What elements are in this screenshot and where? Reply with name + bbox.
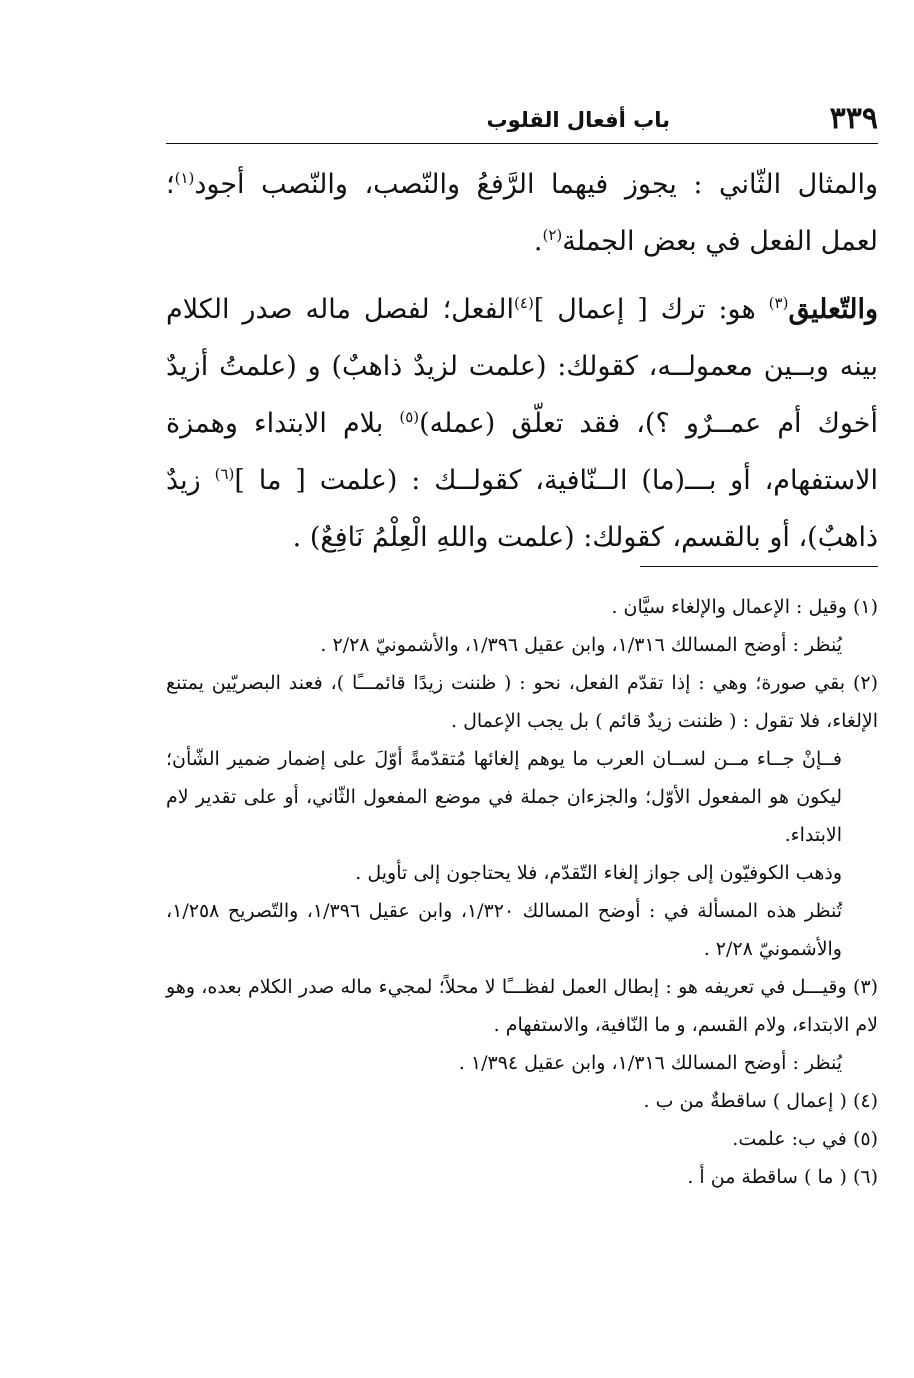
footnote-text: وقيل : الإعمال والإلغاء سيَّان . <box>611 596 847 618</box>
footnote-line <box>166 1120 878 1158</box>
paragraph-text: والمثال الثّاني : يجوز فيهما الرَّفعُ والنّصب، والنّصب أجود <box>194 169 878 200</box>
footnote-text: وقيـــل في تعريفه هو : إبطال العمل لفظـــًا لا محلاً؛ لمجيء ماله صدر الكلام بعده، وهو لام الابتداء، ولام القسم، و ما النّافية، والاستفهام . <box>166 976 878 1036</box>
footnote-number: (٤) <box>852 1090 878 1112</box>
footnote-ref-6[interactable]: (٦) <box>214 465 235 483</box>
footnotes <box>166 588 878 1196</box>
footnote-line <box>166 1158 878 1196</box>
main-text <box>166 156 878 566</box>
footnote-number: (٣) <box>852 976 878 998</box>
footnote-5 <box>166 1120 878 1158</box>
footnote-1 <box>166 588 878 664</box>
header-rule <box>166 143 878 144</box>
page-number: ٣٣٩ <box>829 101 878 136</box>
footnote-3 <box>166 968 878 1082</box>
page-header <box>166 100 878 140</box>
footnote-2 <box>166 664 878 968</box>
footnote-number: (٦) <box>852 1166 878 1188</box>
footnote-ref-2[interactable]: (٢) <box>542 226 563 244</box>
footnote-line: وذهب الكوفيّون إلى جواز إلغاء التّقدّم، فلا يحتاجون إلى تأويل . <box>355 862 842 884</box>
footnote-ref-5[interactable]: (٥) <box>399 408 420 426</box>
defined-term: والتّعليق <box>788 294 878 325</box>
footnote-line: يُنظر : أوضح المسالك ١/٣١٦، وابن عقيل ١/٣٩٦، والأشمونيّ ٢/٢٨ . <box>320 634 842 656</box>
footnote-4 <box>166 1082 878 1120</box>
running-title: باب أفعال القلوب <box>486 108 670 132</box>
footnote-text: ( إعمال ) ساقطةٌ من ب . <box>643 1090 847 1112</box>
paragraph-text: بلام الابتداء وهمزة الاستفهام، أو بـــ(ما) الــنّافية، كقولــك : (علمت [ ما ] <box>166 408 879 496</box>
paragraph-text: زيدٌ ذاهبٌ)، أو بالقسم، كقولك: (علمت واللهِ الْعِلْمُ نَافِعٌ) . <box>166 465 878 553</box>
paragraph-text: الفعل؛ لفصل ماله صدر الكلام بينه وبــين معمولــه، كقولك: (علمت لزيدٌ ذاهبٌ) و (علمتُ أزيدٌ أخوك أم عمــرٌو ؟)، فقد تعلّق (عمله) <box>166 294 878 439</box>
footnote-number: (٢) <box>852 672 878 694</box>
footnote-6 <box>166 1158 878 1196</box>
footnote-line: تُنظر هذه المسألة في : أوضح المسالك ١/٣٢٠، وابن عقيل ١/٣٩٦، والتّصريح ١/٢٥٨، والأشمونيّ ٢/٢٨ . <box>166 900 842 960</box>
paragraph-example <box>166 156 878 270</box>
footnote-line: يُنظر : أوضح المسالك ١/٣١٦، وابن عقيل ١/٣٩٤ . <box>458 1052 842 1074</box>
paragraph-text: ؛ لعمل الفعل في بعض الجملة <box>166 169 878 257</box>
paragraph-text: هو: ترك [ إعمال ] <box>533 294 769 325</box>
footnote-text: في ب: علمت. <box>732 1128 847 1150</box>
footnote-ref-1[interactable]: (١) <box>174 169 195 187</box>
footnote-line <box>166 1082 878 1120</box>
footnote-number: (٥) <box>852 1128 878 1150</box>
footnote-text: بقي صورة؛ وهي : إذا تقدّم الفعل، نحو : ( ظننت زيدًا قائمـــًا )، فعند البصريّين يمتنع الإلغاء، فلا تقول : ( ظننت زيدٌ قائم ) بل يجب الإعمال . <box>166 672 878 732</box>
footnote-text: ( ما ) ساقطة من أ . <box>687 1166 847 1188</box>
footnote-line: فــإنْ جــاء مــن لســان العرب ما يوهم إلغائها مُتقدّمةً أوّلَ على إضمار ضمير الشّأن؛ ليكون هو المفعول الأوّل؛ والجزءان جملة في موضع المفعول الثّاني، أو على تقدير لام الابتداء. <box>166 748 842 846</box>
footnote-ref-3[interactable]: (٣) <box>768 294 789 312</box>
paragraph-text: . <box>533 226 543 257</box>
footnote-number: (١) <box>852 596 878 618</box>
footnote-separator <box>640 566 878 567</box>
footnote-line <box>166 664 878 740</box>
paragraph-taaliq <box>166 281 878 566</box>
footnote-line <box>166 588 878 626</box>
footnote-ref-4[interactable]: (٤) <box>514 294 534 312</box>
footnote-line <box>166 968 878 1044</box>
